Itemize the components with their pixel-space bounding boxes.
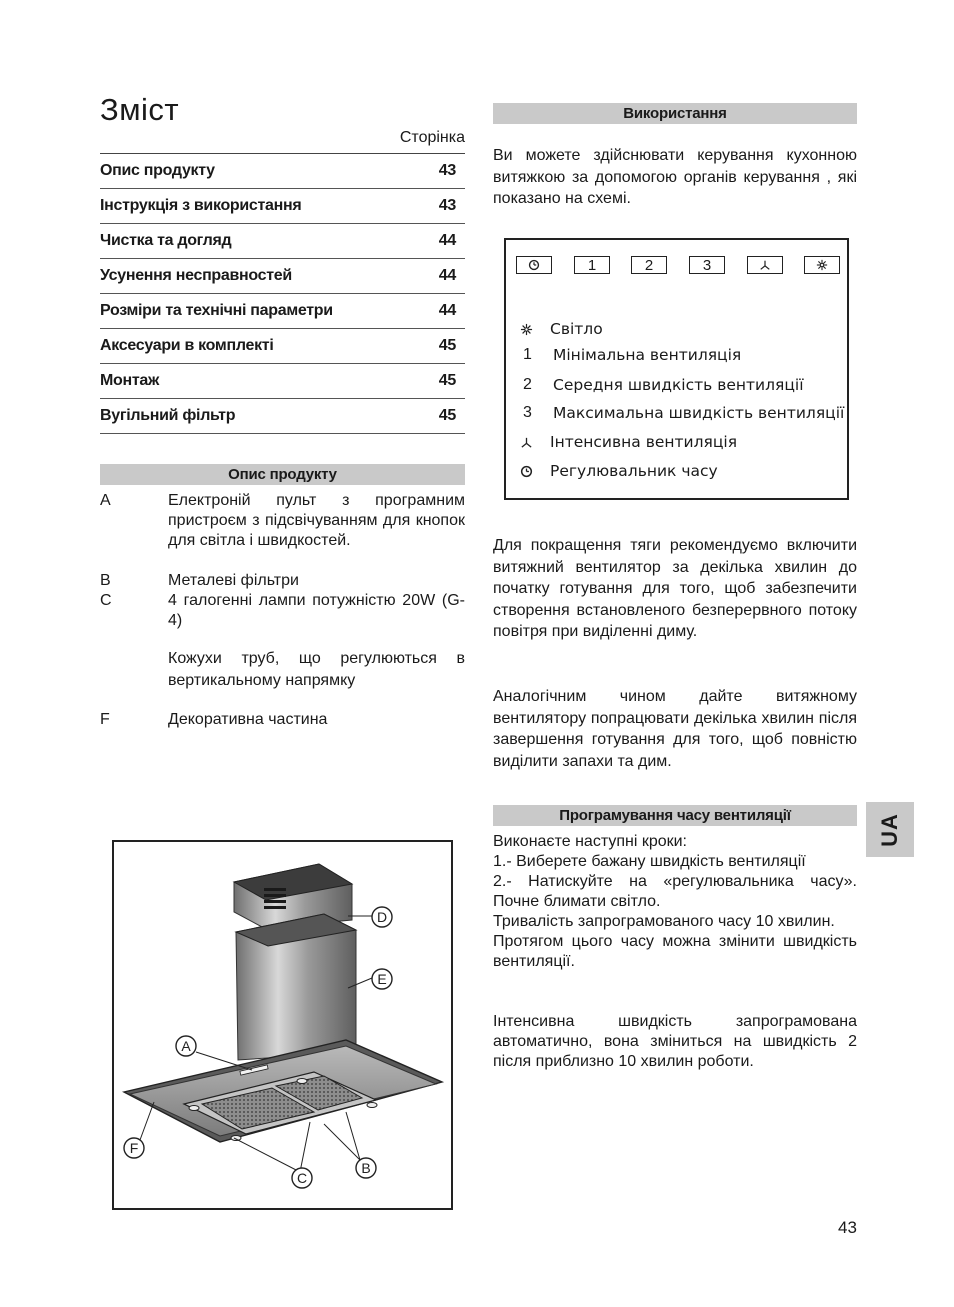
toc-row[interactable] — [100, 189, 465, 224]
callout-label: D — [376, 909, 388, 925]
timer-icon — [520, 465, 550, 478]
toc-entry-label: Усунення несправностей — [100, 267, 292, 284]
toc-row[interactable] — [100, 364, 465, 399]
callout-label: A — [181, 1038, 191, 1054]
toc-row[interactable] — [100, 294, 465, 329]
toc-entry-label: Опис продукту — [100, 162, 215, 179]
desc-letter: F — [100, 711, 110, 728]
table-of-contents — [100, 153, 465, 434]
panel-button-label: 2 — [644, 256, 654, 274]
desc-text: Кожухи труб, що регулюються в вертикальному напрямку — [168, 650, 465, 689]
legend-row — [520, 318, 603, 340]
toc-row[interactable] — [100, 224, 465, 259]
legend-text: Світло — [550, 320, 603, 338]
legend-row — [520, 402, 844, 424]
desc-item-d-e — [100, 648, 465, 690]
panel-button-label: 3 — [702, 256, 712, 274]
legend-symbol: 3 — [523, 404, 532, 421]
timer-step: 1.- Виберете бажану швидкість вентиляції — [493, 853, 806, 870]
timer-step: Тривалість запрограмованого часу 10 хвилин. — [493, 913, 835, 930]
callout-f — [124, 1138, 144, 1158]
desc-item-f — [100, 710, 465, 730]
timer-heading: Програмування часу вентиляції — [493, 805, 857, 826]
timer-step: Виконаєте наступні кроки: — [493, 833, 687, 850]
toc-row[interactable] — [100, 259, 465, 294]
legend-row — [520, 431, 737, 453]
desc-text: Декоративна частина — [168, 711, 328, 728]
legend-symbol: 1 — [523, 346, 532, 363]
fan-icon — [759, 259, 771, 271]
toc-entry-page: 44 — [438, 232, 456, 249]
panel-button-timer — [516, 256, 552, 274]
legend-text: Мінімальна вентиляція — [553, 346, 742, 364]
legend-text: Максимальна швидкість вентиляції — [553, 404, 845, 422]
timer-note: Інтенсивна швидкість запрограмована автоматично, вона зміниться на швидкість 2 після приблизно 10 хвилин роботи. — [493, 1013, 857, 1070]
panel-button-speed-2 — [631, 256, 667, 274]
control-panel-diagram — [504, 238, 849, 500]
desc-item-b — [100, 571, 465, 591]
range-hood-illustration — [112, 840, 453, 1210]
toc-entry-label: Чистка та догляд — [100, 232, 232, 249]
usage-paragraph-1: Для покращення тяги рекомендуємо включити витяжний вентилятор за декілька хвилин до початку готування для того, щоб забезпечити створення встановленого безперервного потоку повітря при виділенні диму. — [493, 537, 857, 640]
timer-icon — [528, 259, 540, 271]
toc-entry-page: 45 — [438, 407, 456, 424]
legend-row — [520, 374, 804, 396]
desc-item-a — [100, 491, 465, 551]
callout-d — [372, 907, 392, 927]
legend-symbol: 2 — [523, 376, 532, 393]
panel-button-speed-3 — [689, 256, 725, 274]
language-tab — [866, 802, 914, 857]
desc-text: 4 галогенні лампи потужністю 20W (G-4) — [168, 592, 465, 629]
toc-entry-page: 44 — [438, 302, 456, 319]
callout-e — [372, 969, 392, 989]
timer-step: 2.- Натискуйте на «регулювальника часу». Почне блимати світло. — [493, 873, 857, 910]
toc-entry-page: 45 — [438, 337, 456, 354]
toc-entry-label: Розміри та технічні параметри — [100, 302, 333, 319]
product-description-heading: Опис продукту — [100, 464, 465, 485]
desc-letter: A — [100, 492, 111, 509]
callout-label: B — [361, 1160, 371, 1176]
desc-item-c — [100, 591, 465, 631]
usage-intro: Ви можете здійснювати керування кухонною витяжкою за допомогою органів керування , які показано на схемі. — [493, 147, 857, 207]
toc-entry-label: Інструкція з використання — [100, 197, 302, 214]
timer-step: Протягом цього часу можна змінити швидкість вентиляції. — [493, 933, 857, 970]
callout-label: E — [377, 971, 387, 987]
panel-button-light — [804, 256, 840, 274]
callout-a — [176, 1036, 196, 1056]
toc-title: Зміст — [100, 92, 180, 127]
desc-text: Металеві фільтри — [168, 572, 299, 589]
toc-entry-label: Вугільний фільтр — [100, 407, 236, 424]
toc-entry-page: 44 — [438, 267, 456, 284]
usage-paragraph-2: Аналогічним чином дайте витяжному вентилятору попрацювати декілька хвилин після завершення готування для того, щоб повністю виділити запахи та дим. — [493, 688, 857, 770]
usage-heading: Використання — [493, 103, 857, 124]
toc-page-label: Сторінка — [399, 129, 465, 146]
legend-row — [520, 344, 741, 366]
toc-entry-page: 43 — [438, 162, 456, 179]
toc-entry-page: 45 — [438, 372, 456, 389]
timer-steps — [493, 832, 857, 972]
desc-letter: B — [100, 572, 111, 589]
desc-text: Електроній пульт з програмним пристроєм з підсвічуванням для кнопок для світла і швидкостей. — [168, 492, 465, 549]
legend-text: Середня швидкість вентиляції — [553, 376, 804, 394]
toc-row[interactable] — [100, 329, 465, 364]
light-icon — [816, 259, 828, 271]
fan-icon — [520, 436, 550, 449]
callout-label: F — [129, 1140, 139, 1156]
panel-button-label: 1 — [587, 256, 597, 274]
panel-button-fan — [747, 256, 783, 274]
light-icon — [520, 323, 550, 336]
page-number: 43 — [838, 1218, 857, 1237]
toc-entry-page: 43 — [438, 197, 456, 214]
desc-letter: C — [100, 592, 112, 609]
toc-row[interactable] — [100, 399, 465, 434]
callout-label: C — [296, 1170, 308, 1186]
callout-b — [356, 1158, 376, 1178]
toc-entry-label: Монтаж — [100, 372, 160, 389]
callout-c — [292, 1168, 312, 1188]
legend-row — [520, 460, 718, 482]
language-tab-label: UA — [877, 812, 902, 847]
callout-layer — [114, 842, 451, 1208]
toc-row[interactable] — [100, 154, 465, 189]
legend-text: Регулювальник часу — [550, 462, 718, 480]
toc-entry-label: Аксесуари в комплекті — [100, 337, 274, 354]
panel-button-speed-1 — [574, 256, 610, 274]
legend-text: Інтенсивна вентиляція — [550, 433, 738, 451]
